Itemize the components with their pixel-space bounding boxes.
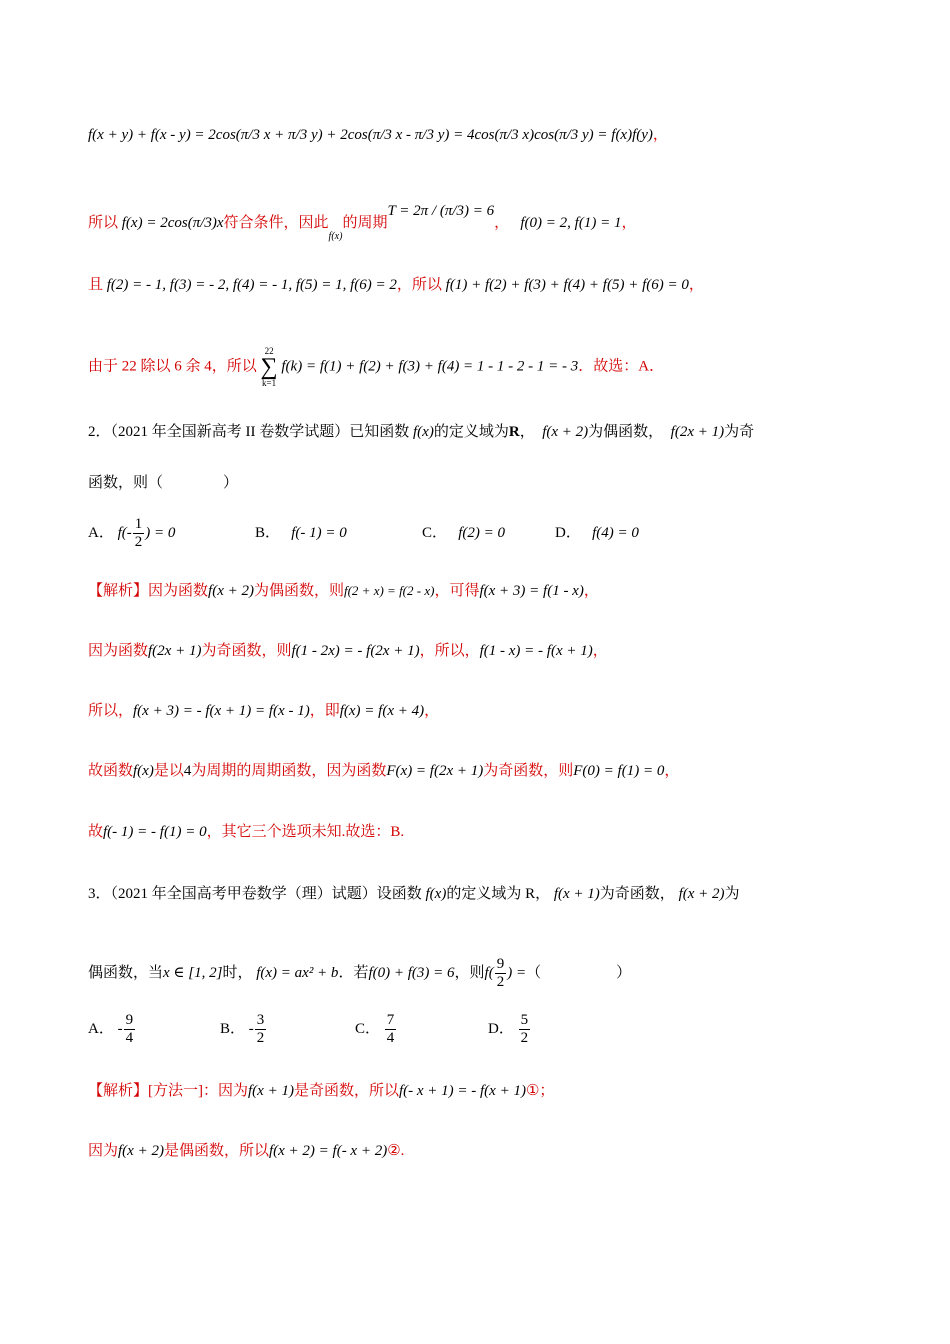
equation: f(1 - 2x) = - f(2x + 1) xyxy=(291,643,420,659)
question-3-stem-cont xyxy=(88,956,631,991)
text: 符合条件，因此 xyxy=(223,215,329,231)
equation: f(x) = ax² + b xyxy=(256,964,339,981)
equation: f(x) xyxy=(328,231,343,242)
text: ．故选：A． xyxy=(578,358,665,375)
text: 时， xyxy=(222,964,253,981)
text: ， xyxy=(519,424,535,440)
numerator: 5 xyxy=(520,1012,529,1028)
option-D xyxy=(555,522,639,544)
equation: f(x + 2) xyxy=(208,583,254,599)
denominator: 2 xyxy=(134,534,143,550)
text: 为奇 xyxy=(724,424,755,440)
equation: f(x) xyxy=(133,763,154,779)
text: 因为函数 xyxy=(148,583,209,599)
option-C xyxy=(355,1012,397,1047)
option-label: B． xyxy=(255,525,281,541)
text: ， xyxy=(621,215,637,231)
equation: f(1 - x) = - f(x + 1) xyxy=(479,643,593,659)
equation: f(2x + 1) xyxy=(148,643,202,659)
text: 偶函数，当 xyxy=(88,964,164,981)
summation xyxy=(261,346,278,388)
fraction xyxy=(385,1012,397,1047)
text: ②. xyxy=(387,1143,405,1159)
equation: f(x + 3) = f(1 - x) xyxy=(479,583,584,599)
sum-lower: k=1 xyxy=(262,378,277,388)
text: ， xyxy=(494,215,510,231)
equation: f(x) xyxy=(413,424,434,440)
equation: f(0) + f(3) = 6 xyxy=(368,964,455,981)
fraction xyxy=(255,1012,267,1047)
option-label: B． xyxy=(220,1020,246,1037)
fraction xyxy=(495,956,507,991)
text: 为偶函数， xyxy=(588,424,664,440)
q2-analysis-5 xyxy=(88,821,404,843)
equation: f(2 + x) = f(2 - x) xyxy=(343,583,435,598)
question-3-stem xyxy=(88,883,740,905)
numerator: 3 xyxy=(256,1012,265,1028)
equation: ) = xyxy=(507,964,527,981)
equation: f(2) = - 1, f(3) = - 2, f(4) = - 1, f(5) = 1, f(6) = 2 xyxy=(106,277,397,293)
text: 为 xyxy=(724,886,740,902)
option-label: C． xyxy=(422,525,448,541)
text: 函数，则（ ） xyxy=(88,475,239,491)
option-label: C． xyxy=(355,1020,381,1037)
equation: f(2x + 1) xyxy=(670,424,725,440)
equation: f(- 1) = - f(1) = 0 xyxy=(103,824,207,840)
denominator: 4 xyxy=(386,1030,395,1046)
solution-line-2 xyxy=(88,200,636,248)
solution-line-3 xyxy=(88,274,704,296)
option-D xyxy=(488,1012,531,1047)
text: 2．（2021 年全国新高考 II 卷数学试题）已知函数 xyxy=(88,424,413,440)
q3-analysis-2 xyxy=(88,1140,404,1162)
equation: f(x + 2) xyxy=(542,424,589,440)
fraction xyxy=(519,1012,531,1047)
number: 4 xyxy=(183,763,192,779)
text: 为奇函数， xyxy=(599,886,675,902)
text: 为周期的周期函数，因为函数 xyxy=(191,763,387,779)
equation: f(x + y) + f(x - y) = 2cos(π/3 x + π/3 y) + 2cos(π/3 x - π/3 y) = 4cos(π/3 x)cos(π/3 y) = f(x)f(y) xyxy=(88,127,653,143)
option-C xyxy=(422,522,505,544)
equation: T = 2π / (π/3) = 6 xyxy=(387,203,495,219)
text: 的周期 xyxy=(342,215,388,231)
equation: f(4) = 0 xyxy=(592,525,639,541)
text: 因为函数 xyxy=(88,643,149,659)
analysis-tag: 【解析】 xyxy=(88,1083,149,1099)
text: ，其它三个选项未知.故选：B. xyxy=(206,824,405,840)
q2-analysis-4 xyxy=(88,760,679,782)
fraction xyxy=(124,1012,136,1047)
option-label: D． xyxy=(555,525,581,541)
equation: f(x + 1) xyxy=(553,886,600,902)
text: 所以， xyxy=(88,703,134,719)
q3-analysis-1 xyxy=(88,1080,554,1102)
equation: f(x) xyxy=(425,886,447,902)
text: 故 xyxy=(88,824,104,840)
text: R xyxy=(508,424,520,440)
equation: f(x + 3) = - f(x + 1) = f(x - 1) xyxy=(133,703,310,719)
text: 是以 xyxy=(153,763,184,779)
text: 所以 xyxy=(88,215,122,231)
text: 的定义域为 xyxy=(433,424,509,440)
equation: f(x) = 2cos(π/3)x xyxy=(121,215,224,231)
denominator: 2 xyxy=(256,1030,265,1046)
text: 由于 22 除以 6 余 4，所以 xyxy=(88,358,257,375)
numerator: 1 xyxy=(134,516,143,532)
option-A xyxy=(88,516,175,551)
solution-line-1 xyxy=(88,124,668,146)
equation: f(x + 2) = f(- x + 2) xyxy=(268,1143,388,1159)
denominator: 2 xyxy=(520,1030,529,1046)
equation: f(k) = f(1) + f(2) + f(3) + f(4) = 1 - 1 - 2 - 1 = - 3 xyxy=(281,358,579,375)
text: ， xyxy=(664,763,680,779)
equation: ) = 0 xyxy=(145,524,176,541)
sigma-icon: ∑ xyxy=(260,354,278,380)
text: 的定义域为 R， xyxy=(446,886,551,902)
equation: f(2) = 0 xyxy=(458,525,506,541)
text: 是奇函数，所以 xyxy=(293,1083,399,1099)
text: ， xyxy=(592,643,608,659)
denominator: 2 xyxy=(496,974,505,990)
sum-upper: 22 xyxy=(264,346,274,356)
text: ，则 xyxy=(454,964,485,981)
equation: f(1) + f(2) + f(3) + f(4) + f(5) + f(6) = 0 xyxy=(445,277,689,293)
text: 为奇函数，则 xyxy=(201,643,292,659)
equation: F(x) = f(2x + 1) xyxy=(386,763,484,779)
text: 是偶函数，所以 xyxy=(163,1143,269,1159)
text: ， xyxy=(688,277,704,293)
q2-analysis-3 xyxy=(88,700,439,722)
equation: F(0) = f(1) = 0 xyxy=(573,763,665,779)
text: （ ） xyxy=(526,964,632,981)
solution-line-4 xyxy=(88,346,664,388)
text: ，所以 xyxy=(396,277,446,293)
option-label: A． xyxy=(88,1020,114,1037)
sign: - xyxy=(248,1020,254,1037)
equation: f( xyxy=(484,964,494,981)
equation: f(0) = 2, f(1) = 1 xyxy=(520,215,622,231)
q2-analysis-2 xyxy=(88,640,608,662)
equation: f(x + 2) xyxy=(118,1143,164,1159)
option-B xyxy=(220,1012,267,1047)
text: ．若 xyxy=(338,964,369,981)
text: ，可得 xyxy=(434,583,480,599)
text: ， xyxy=(583,583,599,599)
text: 且 xyxy=(88,277,107,293)
denominator: 4 xyxy=(125,1030,134,1046)
text: ，所以， xyxy=(419,643,480,659)
option-label: A． xyxy=(88,524,114,541)
punctuation: ， xyxy=(652,127,668,143)
text: ， xyxy=(424,703,440,719)
question-2-stem xyxy=(88,421,754,443)
text: 为偶函数，则 xyxy=(253,583,344,599)
equation: f(x) = f(x + 4) xyxy=(339,703,425,719)
numerator: 9 xyxy=(125,1012,134,1028)
question-2-stem-cont xyxy=(88,472,238,494)
option-label: D． xyxy=(488,1020,514,1037)
option-B xyxy=(255,522,347,544)
text: 故函数 xyxy=(88,763,134,779)
analysis-tag: 【解析】 xyxy=(88,583,149,599)
equation: x ∈ [1, 2] xyxy=(163,964,223,981)
equation: f(- xyxy=(117,524,132,541)
text: 3．（2021 年全国高考甲卷数学（理）试题）设函数 xyxy=(88,886,426,902)
numerator: 9 xyxy=(496,956,505,972)
text: 因为 xyxy=(88,1143,119,1159)
equation: f(- x + 1) = - f(x + 1) xyxy=(398,1083,526,1099)
text: [方法一]：因为 xyxy=(148,1083,249,1099)
equation: f(x + 2) xyxy=(678,886,725,902)
option-A xyxy=(88,1012,136,1047)
sign: - xyxy=(117,1020,123,1037)
equation: f(x + 1) xyxy=(248,1083,294,1099)
text: ①； xyxy=(525,1083,555,1099)
text: 为奇函数，则 xyxy=(483,763,574,779)
equation: f(- 1) = 0 xyxy=(291,525,347,541)
numerator: 7 xyxy=(386,1012,395,1028)
fraction xyxy=(133,516,145,551)
text: ，即 xyxy=(309,703,340,719)
q2-analysis-1 xyxy=(88,580,599,602)
